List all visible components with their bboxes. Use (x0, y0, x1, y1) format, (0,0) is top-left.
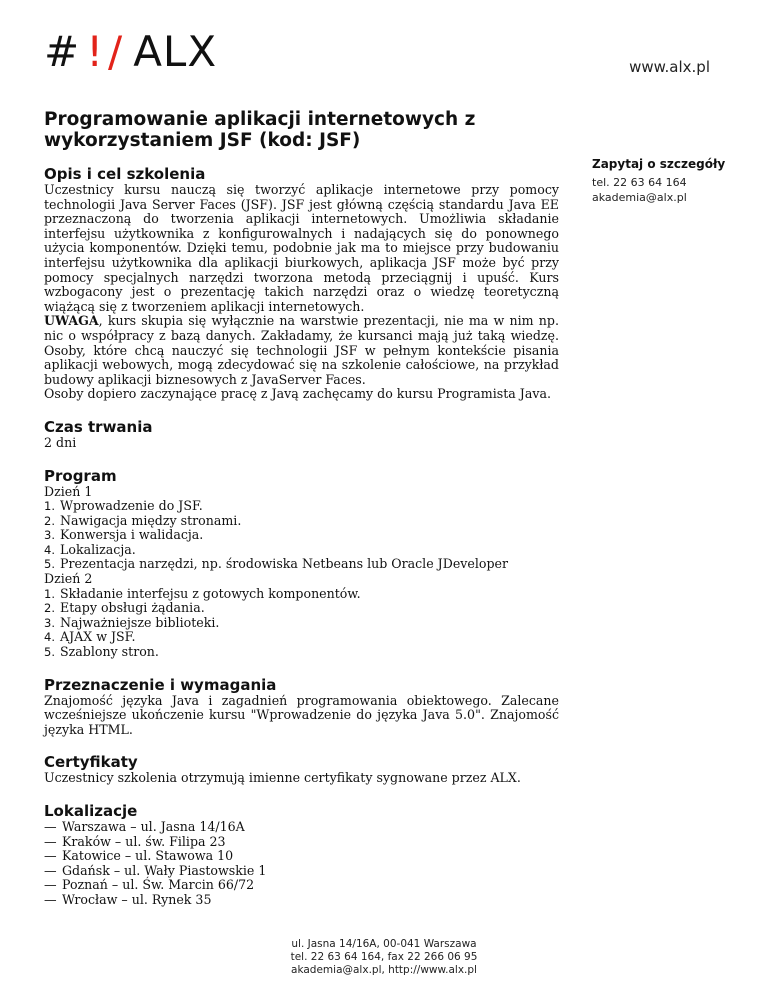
footer-contact: akademia@alx.pl, http://www.alx.pl (291, 964, 477, 976)
section-requirements (44, 676, 559, 738)
day-label: Dzień 1 (44, 483, 93, 499)
dash-bullet: — (44, 877, 57, 893)
section-certificates (44, 753, 559, 786)
dash-bullet: — (44, 862, 57, 878)
section-heading: Program (44, 466, 117, 485)
location-text: Gdańsk – ul. Wały Piastowskie 1 (62, 862, 267, 878)
alx-logo (44, 28, 217, 76)
item-number: 4. (44, 630, 55, 645)
list-item (44, 514, 559, 529)
list-item (44, 499, 559, 514)
item-number: 2. (44, 513, 55, 528)
location-text: Kraków – ul. św. Filipa 23 (62, 833, 226, 849)
page-title: Programowanie aplikacji internetowych z wykorzystaniem JSF (kod: JSF) (44, 109, 476, 151)
dash-bullet: — (44, 819, 57, 834)
item-text: Nawigacja między stronami. (60, 512, 242, 528)
list-item (44, 587, 559, 602)
logo-text: ALX (133, 27, 218, 76)
list-item (44, 878, 559, 893)
item-text: Lokalizacja. (60, 541, 136, 557)
contact-email[interactable]: akademia@alx.pl (592, 191, 687, 204)
item-text: Składanie interfejsu z gotowych komponentów. (60, 585, 361, 601)
section-duration (44, 418, 559, 451)
dash-bullet: — (44, 848, 57, 864)
warning-paragraph (44, 314, 559, 387)
locations-list (44, 820, 559, 908)
list-item (44, 528, 559, 543)
contact-title: Zapytaj o szczegóły (592, 157, 726, 171)
footer-address: ul. Jasna 14/16A, 00-041 Warszawa (291, 938, 477, 950)
item-text: AJAX w JSF. (60, 629, 136, 645)
section-heading: Przeznaczenie i wymagania (44, 675, 277, 694)
item-number: 5. (44, 645, 55, 660)
warning-text: , kurs skupia się wyłącznie na warstwie prezentacji, nie ma w nim np. nic o współpracy z bazą danych. Zakładamy, że kursanci mają już taką wiedzę. Osoby, które chcą nauczyć się technologii JSF w pełnym kontekście pisania aplikacji webowych, mogą zdecydować się na szkolenie całościowe, na przykład budowy aplikacji biznesowych z JavaServer Faces. (44, 313, 559, 387)
item-number: 2. (44, 601, 55, 616)
page-footer (0, 938, 768, 977)
contact-phone: tel. 22 63 64 164 (592, 176, 687, 189)
item-number: 4. (44, 542, 55, 557)
logo-slash: / (108, 27, 124, 76)
item-number: 1. (44, 499, 55, 514)
dash-bullet: — (44, 891, 57, 907)
item-text: Etapy obsługi żądania. (60, 600, 205, 616)
section-locations (44, 802, 559, 908)
certificates-text: Uczestnicy szkolenia otrzymują imienne certyfikaty sygnowane przez ALX. (44, 770, 521, 786)
beginner-paragraph: Osoby dopiero zaczynające pracę z Javą zachęcamy do kursu Programista Java. (44, 386, 551, 402)
list-item (44, 849, 559, 864)
main-content (44, 109, 559, 924)
day-2-topics (44, 587, 559, 660)
list-item (44, 630, 559, 645)
site-url[interactable]: www.alx.pl (629, 58, 710, 76)
item-number: 3. (44, 528, 55, 543)
day-label: Dzień 2 (44, 571, 93, 587)
warning-label: UWAGA (44, 313, 99, 329)
list-item (44, 645, 559, 660)
list-item (44, 893, 559, 908)
list-item (44, 557, 559, 572)
item-text: Szablony stron. (60, 644, 159, 660)
section-heading: Certyfikaty (44, 753, 138, 772)
logo-bang: ! (86, 27, 105, 76)
list-item (44, 601, 559, 616)
requirements-text: Znajomość języka Java i zagadnień programowania obiektowego. Zalecane wcześniejsze ukończenie kursu "Wprowadzenie do języka Java 5.0". Znajomość języka HTML. (44, 692, 559, 737)
day-1-topics (44, 499, 559, 572)
item-number: 1. (44, 586, 55, 601)
duration-value: 2 dni (44, 434, 77, 450)
footer-phone: tel. 22 63 64 164, fax 22 266 06 95 (290, 951, 478, 963)
section-heading: Opis i cel szkolenia (44, 165, 206, 183)
logo-hash: # (44, 27, 81, 76)
list-item (44, 835, 559, 850)
item-text: Wprowadzenie do JSF. (60, 498, 203, 514)
list-item (44, 616, 559, 631)
item-number: 5. (44, 557, 55, 572)
list-item (44, 543, 559, 558)
location-text: Wrocław – ul. Rynek 35 (62, 891, 212, 907)
item-text: Prezentacja narzędzi, np. środowiska Netbeans lub Oracle JDeveloper (60, 556, 508, 572)
section-program (44, 467, 559, 660)
item-text: Najważniejsze biblioteki. (60, 614, 220, 630)
item-text: Konwersja i walidacja. (60, 527, 204, 543)
description-paragraph: Uczestnicy kursu nauczą się tworzyć aplikacje internetowe przy pomocy technologii Java Server Faces (JSF). JSF jest główną częścią standardu Java EE przeznaczoną do tworzenia aplikacji internetowych. Umożliwia składanie interfejsu użytkownika z konfigurowalnych i nadających się do ponownego użycia komponentów. Dzięki temu, podobnie jak ma to miejsce przy budowaniu interfejsu użytkownika dla aplikacji biurkowych, aplikacja JSF może być przy pomocy specjalnych narzędzi tworzona metodą przeciągnij i upuść. Kurs wzbogacony jest o prezentację takich narzędzi oraz o wiedzę teoretyczną wiążącą się z tworzeniem aplikacji internetowych. (44, 182, 559, 314)
item-number: 3. (44, 615, 55, 630)
section-description (44, 165, 559, 402)
section-heading: Czas trwania (44, 417, 153, 436)
location-text: Katowice – ul. Stawowa 10 (62, 848, 234, 864)
location-text: Poznań – ul. Św. Marcin 66/72 (62, 877, 255, 893)
list-item (44, 820, 559, 835)
location-text: Warszawa – ul. Jasna 14/16A (62, 819, 245, 834)
section-heading: Lokalizacje (44, 802, 138, 820)
contact-sidebar (592, 156, 752, 205)
dash-bullet: — (44, 833, 57, 849)
